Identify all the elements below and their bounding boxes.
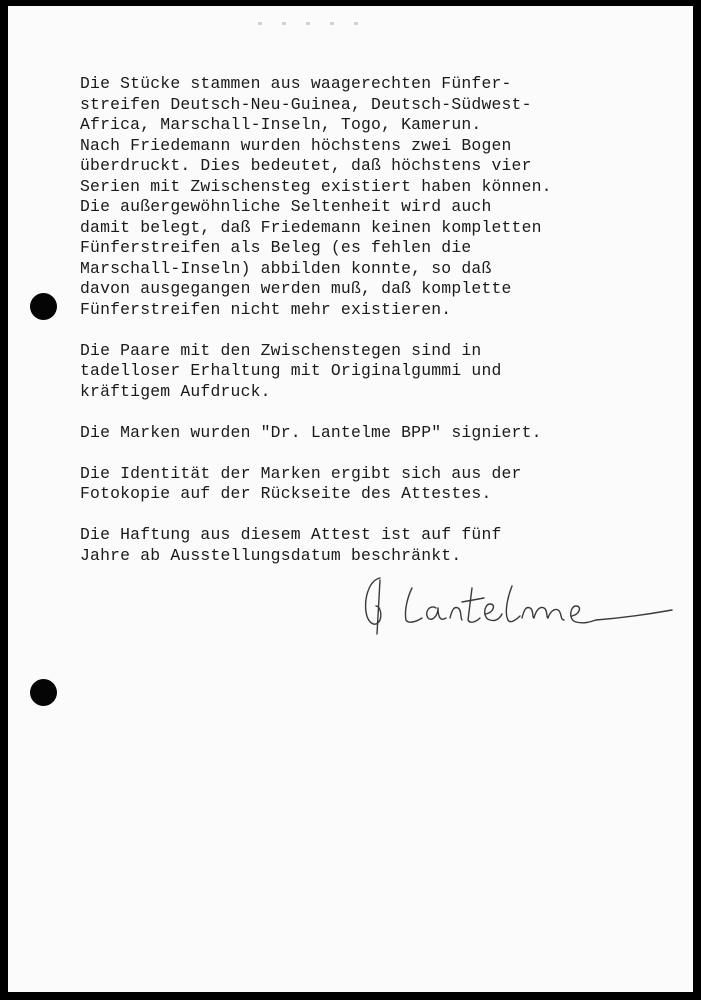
paragraph-signed <box>80 423 680 444</box>
paragraph-identity <box>80 464 680 505</box>
document-page <box>8 6 693 992</box>
text-line: Die Paare mit den Zwischenstegen sind in <box>80 340 482 360</box>
text-line: Serien mit Zwischensteg existiert haben können. <box>80 176 552 196</box>
text-line: Die außergewöhnliche Seltenheit wird auch <box>80 197 492 216</box>
text-line: Fünferstreifen als Beleg (es fehlen die <box>80 238 472 257</box>
text-line: Fünferstreifen nicht mehr existieren. <box>80 299 452 319</box>
text-line: kräftigem Aufdruck. <box>80 381 271 401</box>
handwritten-signature <box>350 566 680 636</box>
paragraph-liability <box>80 525 680 566</box>
text-line: überdruckt. Dies bedeutet, daß höchstens vier <box>80 156 532 175</box>
faint-top-marks <box>258 12 398 18</box>
paragraph-origin <box>80 74 680 320</box>
text-line: Nach Friedemann wurden höchstens zwei Bogen <box>80 135 512 155</box>
text-line: Marschall-Inseln) abbilden konnte, so daß <box>80 258 492 278</box>
text-line: Die Identität der Marken ergibt sich aus der <box>80 463 522 483</box>
text-line: Africa, Marschall-Inseln, Togo, Kamerun. <box>80 115 482 134</box>
text-line: Die Marken wurden "Dr. Lantelme BPP" signiert. <box>80 422 542 442</box>
paragraph-condition <box>80 341 680 403</box>
text-line: davon ausgegangen werden muß, daß komplette <box>80 279 512 298</box>
text-line: Die Haftung aus diesem Attest ist auf fünf <box>80 525 502 544</box>
text-line: Fotokopie auf der Rückseite des Attestes. <box>80 484 492 503</box>
punch-hole-upper <box>30 293 57 320</box>
text-line: damit belegt, daß Friedemann keinen kompletten <box>80 217 542 237</box>
punch-hole-lower <box>30 679 57 706</box>
text-line: Jahre ab Ausstellungsdatum beschränkt. <box>80 545 462 565</box>
text-line: streifen Deutsch-Neu-Guinea, Deutsch-Südwest- <box>80 94 532 114</box>
attest-text <box>80 74 680 587</box>
text-line: Die Stücke stammen aus waagerechten Fünfer- <box>80 74 512 93</box>
text-line: tadelloser Erhaltung mit Originalgummi und <box>80 361 502 380</box>
